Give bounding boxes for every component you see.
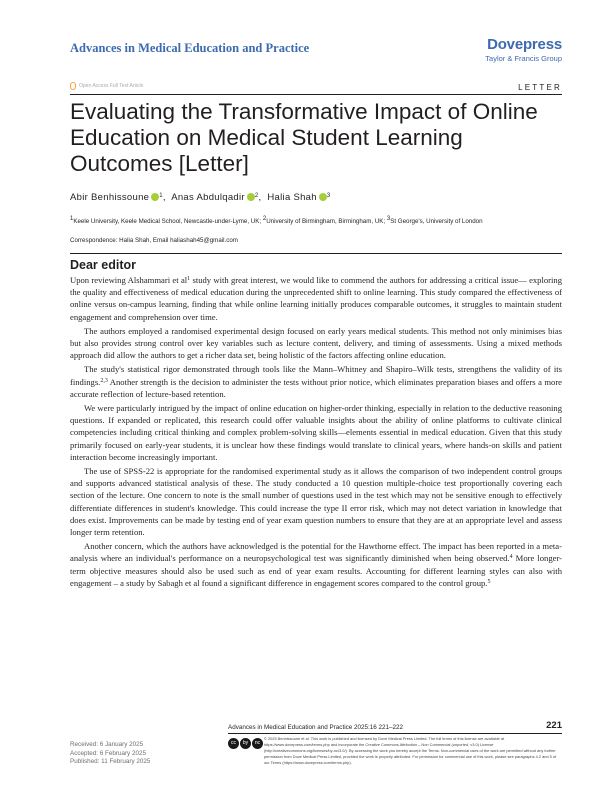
article-type: LETTER (518, 83, 562, 92)
letter-body (70, 274, 562, 591)
publisher-group: Taylor & Francis Group (485, 54, 562, 63)
cc-icon: cc (228, 738, 239, 749)
page-number: 221 (546, 720, 562, 731)
affil-number: 3 (386, 216, 391, 222)
author-name: Halia Shah (267, 192, 317, 203)
affil-text: University of Birmingham, Birmingham, UK; (266, 218, 387, 225)
orcid-icon[interactable] (319, 193, 327, 201)
body-paragraph (70, 540, 562, 589)
author-affil-ref: 2 (254, 193, 259, 199)
paragraph-text: We were particularly intrigued by the impact of online education on higher-order thinking, especially in relation to the deductive reasoning questions. If expanded or replicated, this research could offer valuable insights about the ability of online platforms to cultivate clinical competencies including critical thinking and complex problem-solving skills—elements essential in medical education. Given that this study primarily focused on early-year students, it is unclear how these findings would translate to clinical years, where hands-on skills and patient interaction become increasingly important. (70, 403, 562, 462)
body-paragraph (70, 274, 562, 323)
correspondence: Correspondence: Halia Shah, Email haliashah45@gmail.com (70, 237, 238, 244)
header-divider (70, 94, 562, 95)
affiliations (70, 218, 565, 225)
cc-license-badge[interactable] (228, 738, 263, 749)
citation-ref[interactable]: 5 (487, 578, 491, 585)
paragraph-text: The study's statistical rigor demonstrated through tools like the Mann–Whitney and Shapiro–Wilk tests, strengthens the validity of its findings. (70, 364, 562, 387)
paragraph-text: Upon reviewing Alshammari et al (70, 275, 188, 285)
body-paragraph (70, 325, 562, 362)
citation-ref[interactable]: 1 (187, 276, 191, 282)
license-text: © 2025 Benhissoune et al. This work is published and licensed by Dove Medical Press Limited. The full terms of this license are available at https://www.dovepress.com/terms.php and incorporate the Creative Commons Attribution – Non Commercial (unported, v3.0) License (http://creativecommons.org/licenses/by-nc/3.0/). By accessing the work you hereby accept the Terms. Non-commercial uses of the work are permitted without any further permission from Dove Medical Press Limited, provided the work is properly attributed. For permission for commercial use of this work, please see paragraphs 4.2 and 5 of our Terms (https://www.dovepress.com/terms.php). (264, 736, 557, 766)
body-paragraph (70, 402, 562, 463)
open-access-icon (70, 82, 76, 90)
open-access-label: Open Access Full Text Article (79, 83, 144, 89)
author-name: Anas Abdulqadir (171, 192, 245, 203)
affil-text: St George's, University of London (390, 218, 483, 225)
author-name: Abir Benhissoune (70, 192, 150, 203)
footer-journal-ref: Advances in Medical Education and Practice 2025:16 221–222 (228, 724, 404, 731)
paragraph-text: The use of SPSS-22 is appropriate for the randomised experimental study as it allows the comparison of two independent control groups and supports advanced statistical analysis of these. The study conducted a 10 question multiple-choice test proportionally covering each section of the lecture. One concern to note is the small number of questions used in the test which may not be sensitive enough to effectively differentiate differences in student's knowledge. This could increase the type II error risk, which may not detect variation in knowledge that does exist. Improvements can be made by testing end of year exam question numbers to ensure that they are at an appropriate level and assess longer term retention. (70, 466, 562, 538)
publisher-logo[interactable] (462, 36, 562, 63)
publisher-name: Dovepress (487, 36, 562, 53)
journal-name: Advances in Medical Education and Practice (70, 41, 310, 55)
affil-number: 1 (70, 216, 74, 222)
section-divider (70, 253, 562, 254)
affil-text: Keele University, Keele Medical School, Newcastle-under-Lyme, UK; (73, 218, 263, 225)
article-dates (70, 741, 150, 767)
open-access-notice (70, 82, 143, 90)
accepted-date: Accepted: 6 February 2025 (70, 749, 146, 757)
paragraph-text: Another concern, which the authors have acknowledged is the potential for the Hawthorne effect. The impact has been reported in a meta-analysis where an individual's performance on a neuropsychological test was significantly diminished when being observed. (70, 541, 562, 564)
body-paragraph (70, 465, 562, 538)
orcid-icon[interactable] (247, 193, 255, 201)
citation-ref[interactable]: 4 (509, 554, 513, 561)
citation-ref[interactable]: 2,3 (100, 377, 108, 384)
paragraph-text: study with great interest, we would like to commend the authors for addressing a critical issue— exploring the quality and effectiveness of medical education during the unprecedented shift to online learning. This study compared the effectiveness of online versus on-campus learning, finding that while online learning initially produces comparable outcomes, it struggles to maintain student engagement and comprehension over time. (70, 275, 563, 322)
article-title: Evaluating the Transformative Impact of Online Education on Medical Student Learning Outcomes [Letter] (70, 99, 538, 176)
paragraph-text: More longer-term objective measures should also be used such as end of year exam results. Accounting for different learning styles can also with engagement – a study by Sabagh et al found a significant difference in engagement scores compared to the control group. (70, 553, 562, 588)
body-paragraph (70, 363, 562, 400)
author-affil-ref: 1 (159, 193, 163, 199)
author-affil-ref: 3 (326, 193, 331, 199)
paragraph-text: The authors employed a randomised experimental design focused on early years medical students. This method not only minimises bias but also provides strong control over key variables such as lecture content, delivery, and timing of assessments. Using a mixed methods approach did allow the authors to get a richer data set, being holistic of the factors affecting online education. (70, 325, 562, 361)
paragraph-text: Another strength is the decision to administer the tests without prior notice, which eliminates preparation biases and offers a more accurate reflection of lecture-based retention. (70, 376, 562, 399)
received-date: Received: 6 January 2025 (70, 741, 144, 748)
published-date: Published: 11 February 2025 (70, 758, 151, 766)
affil-number: 2 (262, 216, 267, 222)
nc-icon: nc (252, 738, 263, 749)
author-list: Abir Benhissoune $^1$, Anas Abdulqadir $^2$, Halia Shah $^3$ (70, 192, 331, 203)
by-icon: by (240, 738, 251, 749)
footer-divider (228, 733, 562, 734)
salutation-heading: Dear editor (70, 258, 136, 272)
